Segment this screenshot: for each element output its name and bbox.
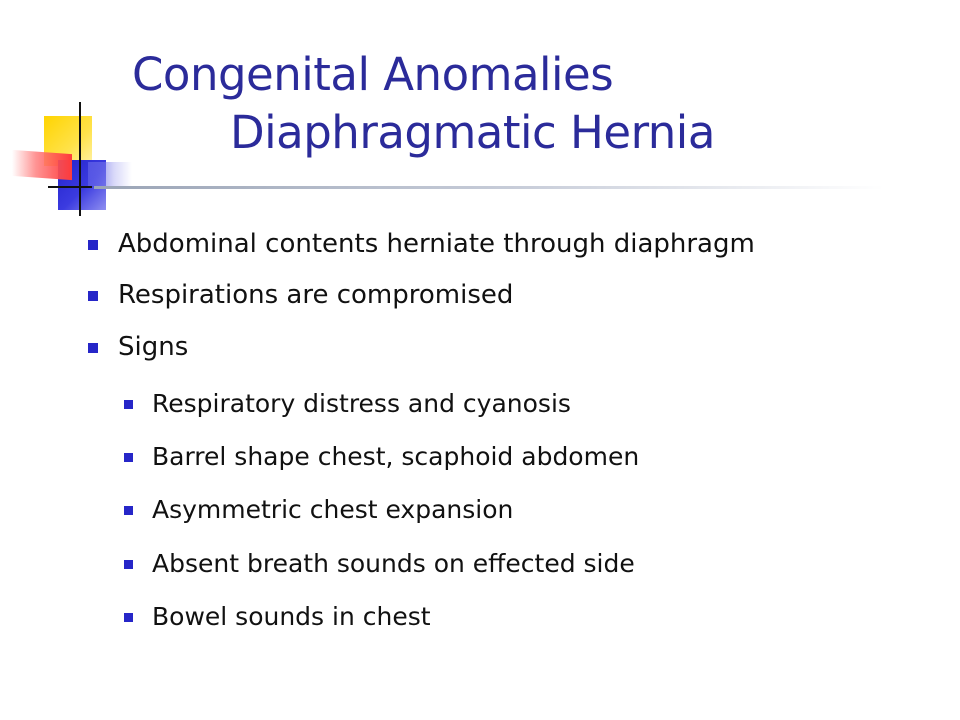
square-bullet-icon	[124, 453, 133, 462]
title-line-1: Congenital Anomalies	[132, 48, 614, 101]
square-bullet-icon	[124, 506, 133, 515]
square-bullet-icon	[124, 400, 133, 409]
sub-bullet-text: Bowel sounds in chest	[152, 602, 431, 631]
bullet-text: Respirations are compromised	[118, 280, 514, 310]
square-bullet-icon	[124, 613, 133, 622]
red-gradient-bar-shape	[12, 150, 72, 180]
square-bullet-icon	[124, 560, 133, 569]
sub-bullet-item	[124, 548, 635, 580]
vertical-line-shape	[79, 102, 81, 216]
bullet-item	[88, 331, 188, 363]
sub-bullet-text: Absent breath sounds on effected side	[152, 549, 635, 578]
sub-bullet-item	[124, 388, 571, 420]
sub-bullet-item	[124, 494, 513, 526]
slide-title	[132, 46, 892, 162]
square-bullet-icon	[88, 291, 98, 301]
sub-bullet-text: Asymmetric chest expansion	[152, 495, 514, 524]
bullet-item	[88, 279, 513, 311]
sub-bullet-item	[124, 601, 431, 633]
sub-bullet-text: Barrel shape chest, scaphoid abdomen	[152, 442, 640, 471]
square-bullet-icon	[88, 240, 98, 250]
title-line-2: Diaphragmatic Hernia	[230, 106, 715, 159]
square-bullet-icon	[88, 343, 98, 353]
bullet-text: Signs	[118, 332, 189, 362]
sub-bullet-text: Respiratory distress and cyanosis	[152, 389, 571, 418]
bullet-text: Abdominal contents herniate through diaphragm	[118, 229, 755, 259]
sub-bullet-item	[124, 441, 639, 473]
bullet-item	[88, 228, 755, 260]
horizontal-line-shape	[48, 186, 92, 188]
title-divider	[94, 186, 884, 189]
blue-gradient-bar-shape	[88, 162, 132, 186]
